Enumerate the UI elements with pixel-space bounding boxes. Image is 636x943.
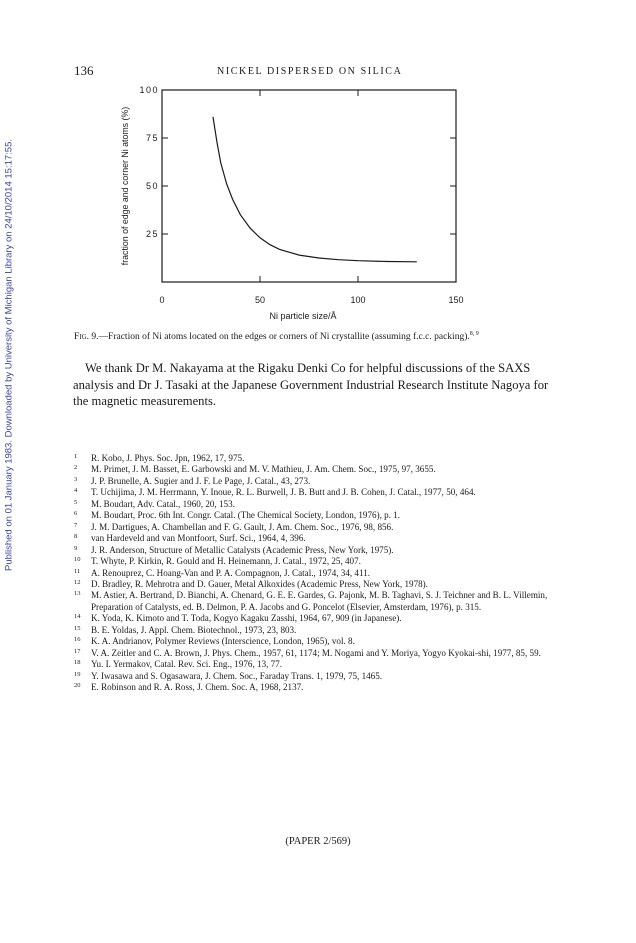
paper-number: (PAPER 2/569) [285,836,351,847]
reference-number: 6 [74,510,78,518]
x-tick-label: 0 [159,295,165,305]
reference-number: 16 [74,636,81,644]
x-tick-label: 150 [448,295,464,305]
series-line [213,117,417,262]
reference-text: van Hardeveld and van Montfoort, Surf. Sci., 1964, 4, 396. [91,533,306,544]
reference-list [74,453,564,694]
reference-item [74,636,564,647]
reference-number: 5 [74,498,78,506]
reference-text: K. Yoda, K. Kimoto and T. Toda, Kogyo Kagaku Zasshi, 1964, 67, 909 (in Japanese). [91,613,402,624]
x-tick-label: 100 [350,295,366,305]
x-axis-label: Ni particle size/Å [269,311,337,321]
reference-number: 10 [74,556,81,564]
reference-item [74,579,564,590]
reference-number: 7 [74,521,78,529]
reference-number: 15 [74,624,81,632]
reference-text: B. E. Yoldas, J. Appl. Chem. Biotechnol., 1973, 23, 803. [91,624,297,635]
reference-number: 2 [74,464,78,472]
reference-number: 1 [74,453,78,460]
reference-text: R. Kobo, J. Phys. Soc. Jpn, 1962, 17, 975. [91,453,245,463]
reference-text: V. A. Zeitler and C. A. Brown, J. Phys. Chem., 1957, 61, 1174; M. Nogami and Y. Moriya, Yogyo Kyokai-shi, 1977, 85, 59. [91,647,541,658]
reference-number: 12 [74,578,81,586]
reference-number: 14 [74,613,81,621]
reference-number: 8 [74,533,78,541]
reference-item [74,510,564,521]
reference-text: J. P. Brunelle, A. Sugier and J. F. Le Page, J. Catal., 43, 273. [91,475,311,486]
reference-number: 17 [74,647,81,655]
caption-text: —Fraction of Ni atoms located on the edges or corners of Ni crystallite (assuming f.c.c. packing). [98,332,470,343]
reference-number: 9 [74,544,78,552]
download-notice-text: Published on 01 January 1983. Downloaded by University of Michigan Library on 24/10/2014 15:17:55. [3,138,15,572]
reference-text: J. R. Anderson, Structure of Metallic Catalysts (Academic Press, New York, 1975). [91,544,394,555]
y-tick-label: 25 [145,229,159,239]
acknowledgement: We thank Dr M. Nakayama at the Rigaku Denki Co for helpful discussions of the SAXS analysis and Dr J. Tasaki at the Japanese Government Industrial Research Institute Nagoya for the magnetic measurements. [73,361,549,408]
reference-item [74,545,564,556]
reference-text: J. M. Dartigues, A. Chambellan and F. G. Gault, J. Am. Chem. Soc., 1976, 98, 856. [91,521,394,532]
reference-item [74,590,564,613]
reference-item [74,682,564,693]
reference-item [74,648,564,659]
figure-chart [0,0,636,330]
y-axis-label: fraction of edge and corner Ni atoms (%) [120,106,130,266]
reference-text: M. Boudart, Proc. 6th Int. Congr. Catal. (The Chemical Society, London, 1976), p. 1. [91,510,401,521]
reference-number: 20 [74,682,81,690]
y-tick-label: 100 [139,85,159,95]
reference-number: 18 [74,659,81,667]
plot-frame [162,90,456,282]
reference-text: Y. Iwasawa and S. Ogasawara, J. Chem. Soc., Faraday Trans. 1, 1979, 75, 1465. [91,670,383,681]
y-ticks [139,85,456,239]
reference-item [74,659,564,670]
reference-number: 4 [74,487,78,495]
reference-number: 19 [74,670,81,678]
reference-item [74,568,564,579]
page-number: 136 [74,63,94,78]
reference-item [74,613,564,624]
x-tick-label: 50 [254,295,266,305]
caption-label: Fig. 9. [74,332,99,343]
figure-caption [74,331,564,342]
reference-number: 3 [74,475,78,483]
reference-item [74,464,564,475]
reference-item [74,476,564,487]
running-title: NICKEL DISPERSED ON SILICA [217,66,403,77]
reference-item [74,453,564,464]
reference-text: M. Boudart, Adv. Catal., 1960, 20, 153. [91,498,235,509]
reference-number: 13 [74,590,81,598]
reference-text: Yu. I. Yermakov, Catal. Rev. Sci. Eng., 1976, 13, 77. [91,659,283,670]
reference-text: M. Astier, A. Bertrand, D. Bianchi, A. Chenard, G. E. E. Gardes, G. Pajonk, M. B. Taghavi, S. J. Teichner and B. L. Villemin, Preparation of Catalysts, ed. B. Delmon, P. A. Jacobs and G. Poncelot (Elsevier, Amsterdam, 1976), p. 315. [91,590,548,612]
x-ticks [159,90,463,305]
y-tick-label: 75 [145,133,159,143]
reference-item [74,533,564,544]
reference-item [74,556,564,567]
reference-number: 11 [74,567,81,575]
reference-text: M. Primet, J. M. Basset, E. Garbowski and M. V. Mathieu, J. Am. Chem. Soc., 1975, 97, 3655. [91,464,436,475]
reference-item [74,671,564,682]
reference-item [74,487,564,498]
reference-text: E. Robinson and R. A. Ross, J. Chem. Soc. A, 1968, 2137. [91,682,304,693]
reference-text: K. A. Andrianov, Polymer Reviews (Interscience, London, 1965), vol. 8. [91,636,355,647]
reference-text: T. Whyte, P. Kirkin, R. Gould and H. Heinemann, J. Catal., 1972, 25, 407. [91,556,361,567]
caption-refs: 8, 9 [469,331,479,337]
reference-item [74,625,564,636]
reference-item [74,522,564,533]
reference-text: A. Renouprez, C. Hoang-Van and P. A. Compagnon, J. Catal., 1974, 34, 411. [91,567,371,578]
reference-text: D. Bradley, R. Mehrotra and D. Gauer, Metal Alkoxides (Academic Press, New York, 1978). [91,578,428,589]
reference-item [74,499,564,510]
y-tick-label: 50 [145,181,159,191]
reference-text: T. Uchijima, J. M. Herrmann, Y. Inoue, R. L. Burwell, J. B. Butt and J. B. Cohen, J. Catal., 1977, 50, 464. [91,487,476,498]
